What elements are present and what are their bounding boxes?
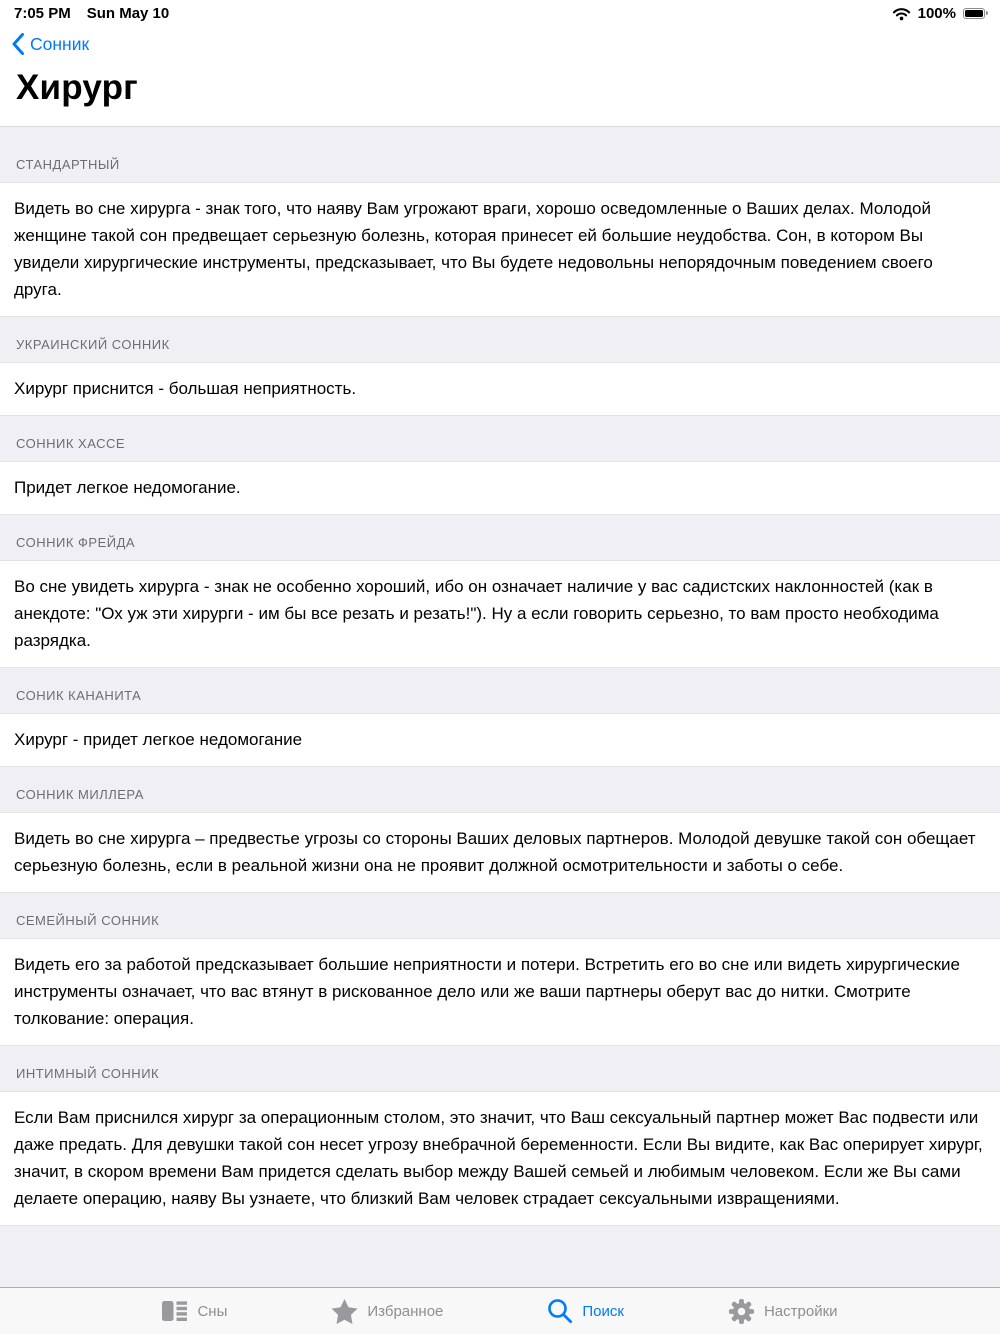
tab-label: Сны: [197, 1302, 228, 1320]
tab-label: Настройки: [763, 1302, 838, 1320]
status-bar-right: [892, 5, 988, 22]
chevron-left-icon: [12, 33, 24, 55]
section-body: Придет легкое недомогание.: [0, 461, 1000, 515]
tab-dreams[interactable]: [162, 1300, 227, 1322]
status-time: 7:05 PM: [14, 4, 71, 22]
section-header: СЕМЕЙНЫЙ СОННИК: [0, 893, 1000, 938]
tab-search[interactable]: [547, 1298, 624, 1324]
section-header: УКРАИНСКИЙ СОННИК: [0, 317, 1000, 362]
section-list: [0, 126, 1000, 1226]
star-icon: [331, 1299, 358, 1324]
tab-label: Избранное: [367, 1302, 444, 1320]
section-header: СОННИК МИЛЛЕРА: [0, 767, 1000, 812]
page-title: Хирург: [16, 68, 138, 107]
back-button[interactable]: [12, 33, 89, 55]
section-body: Видеть во сне хирурга – предвестье угрозы со стороны Ваших деловых партнеров. Молодой девушке такой сон обещает серьезную болезнь, если в реальной жизни она не проявит должной осмотрительности и заботы о себе.: [0, 812, 1000, 893]
status-bar-left: [14, 5, 169, 22]
navigation-bar: [0, 24, 1000, 60]
section-header: СОННИК ФРЕЙДА: [0, 515, 1000, 560]
section-body: Хирург приснится - большая неприятность.: [0, 362, 1000, 416]
tab-favorites[interactable]: [331, 1299, 443, 1324]
section-body: Видеть во сне хирурга - знак того, что наяву Вам угрожают враги, хорошо осведомленные о Ваших делах. Молодой женщине такой сон предвещает серьезную болезнь, которая принесет ей большие неудобства. Сон, в котором Вы увидели хирургические инструменты, предсказывает, что Вы будете недовольны непорядочным поведением своего друга.: [0, 182, 1000, 317]
back-button-label: Сонник: [30, 33, 90, 54]
tab-label: Поиск: [582, 1302, 624, 1320]
battery-percent: 100%: [917, 4, 956, 22]
section-header: СТАНДАРТНЫЙ: [0, 127, 1000, 182]
status-date: Sun May 10: [86, 4, 170, 22]
tab-settings[interactable]: [728, 1298, 838, 1325]
empty-space: [0, 1226, 1000, 1287]
title-row: [0, 60, 1000, 126]
status-bar: [0, 0, 1000, 24]
section-body: Во сне увидеть хирурга - знак не особенно хороший, ибо он означает наличие у вас садистских наклонностей (как в анекдоте: "Ох уж эти хирурги - им бы все резать и резать!"). Ну а если говорить серьезно, то вам просто необходима разрядка.: [0, 560, 1000, 668]
section-body: Видеть его за работой предсказывает большие неприятности и потери. Встретить его во сне или видеть хирургические инструменты означает, что вас втянут в рискованное дело или же ваши партнеры оберут вас до нитки. Смотрите толкование: операция.: [0, 938, 1000, 1046]
search-icon: [547, 1298, 573, 1324]
section-body: Хирург - придет легкое недомогание: [0, 713, 1000, 767]
section-header: СОННИК ХАССЕ: [0, 416, 1000, 461]
gear-icon: [728, 1298, 755, 1325]
section-header: СОНИК КАНАНИТА: [0, 668, 1000, 713]
section-header: ИНТИМНЫЙ СОННИК: [0, 1046, 1000, 1091]
dreams-icon: [162, 1300, 188, 1322]
section-body: Если Вам приснился хирург за операционным столом, это значит, что Ваш сексуальный партнер может Вас подвести или даже предать. Для девушки такой сон несет угрозу внебрачной беременности. Если Вы видите, как Вас оперирует хирург, значит, в скором времени Вам придется сделать выбор между Вашей семьей и любимым человеком. Если же Вы сами делаете операцию, наяву Вы узнаете, что близкий Вам человек страдает сексуальными извращениями.: [0, 1091, 1000, 1226]
tab-bar: [0, 1287, 1000, 1334]
wifi-icon: [892, 6, 911, 21]
battery-icon: [963, 8, 988, 19]
